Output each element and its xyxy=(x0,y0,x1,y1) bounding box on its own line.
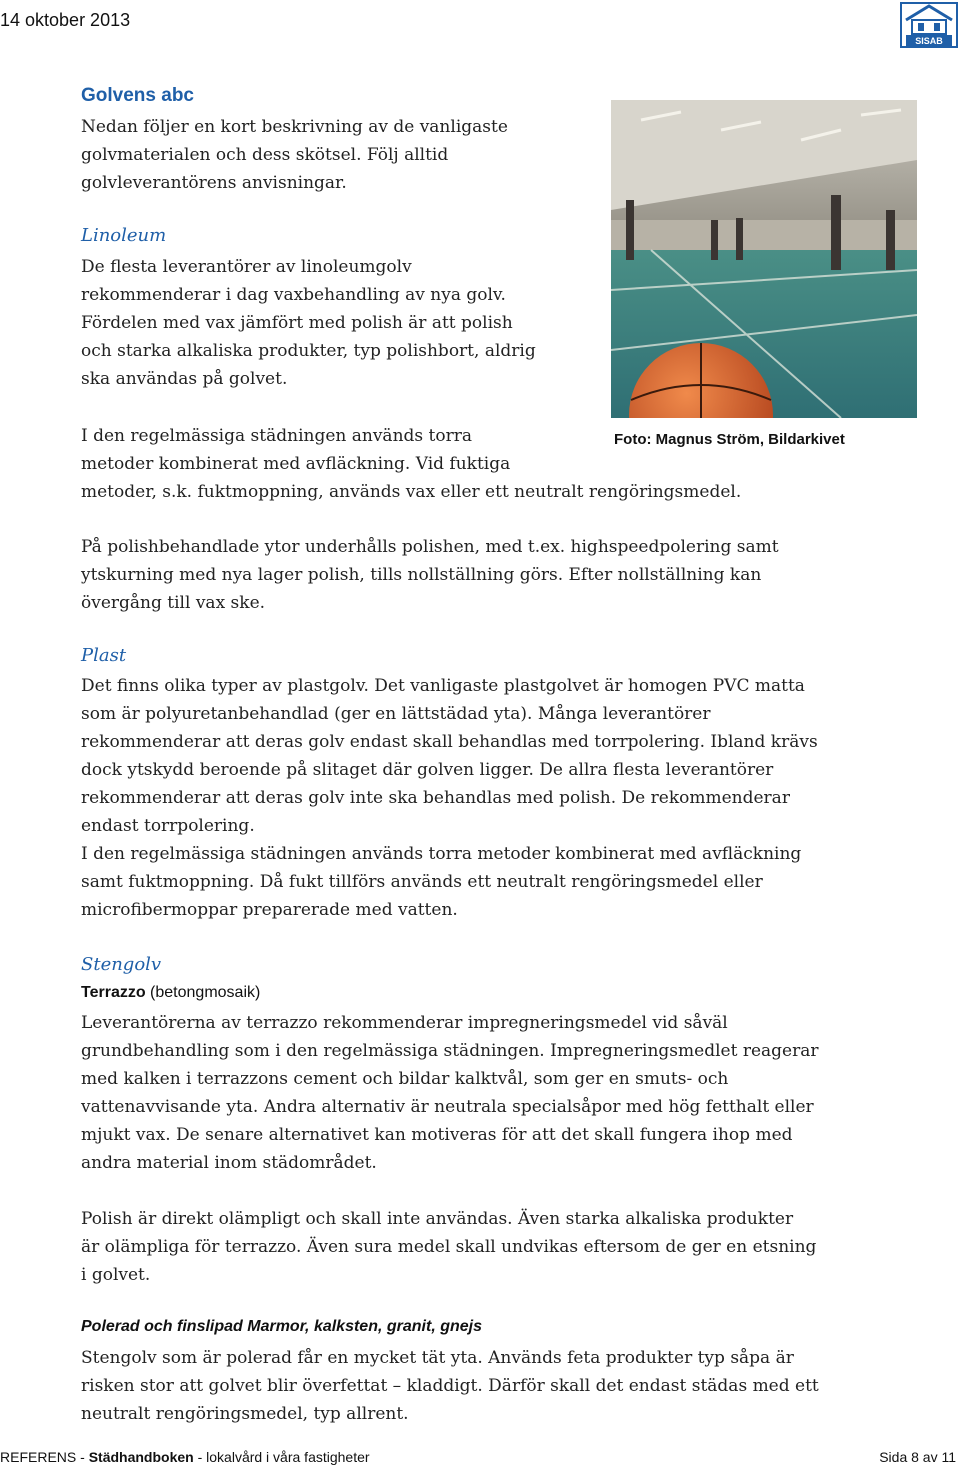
section-title-stengolv: Stengolv xyxy=(81,954,162,975)
house-logo-icon xyxy=(900,2,958,48)
text-line: Det finns olika typer av plastgolv. Det vanligaste plastgolvet är homogen PVC matta xyxy=(81,676,805,696)
photo-caption: Foto: Magnus Ström, Bildarkivet xyxy=(614,431,845,448)
marmor-paragraph xyxy=(81,1344,819,1428)
text-line: golvmaterialen och dess skötsel. Följ alltid xyxy=(81,145,449,165)
footer-prefix: REFERENS - xyxy=(0,1449,89,1465)
footer-bold-title: Städhandboken xyxy=(88,1449,194,1465)
sisab-logo xyxy=(900,2,958,48)
text-line: som är polyuretanbehandlad (ger en lättstädad yta). Många leverantörer xyxy=(81,704,711,724)
text-line: vattenavvisande yta. Andra alternativ är neutrala specialsåpor med hög fetthalt eller xyxy=(81,1097,814,1117)
terrazzo-bold: Terrazzo xyxy=(81,984,146,1001)
text-line: endast torrpolering. xyxy=(81,816,255,836)
text-line: ytskurning med nya lager polish, tills nollställning görs. Efter nollställning kan xyxy=(81,565,762,585)
text-line: De flesta leverantörer av linoleumgolv xyxy=(81,257,412,277)
linoleum-paragraph-3 xyxy=(81,533,779,617)
text-line: andra material inom städområdet. xyxy=(81,1153,377,1173)
gym-floor-basketball-image xyxy=(611,100,917,418)
footer-reference xyxy=(0,1449,370,1465)
linoleum-paragraph-2 xyxy=(81,422,741,506)
text-line: mjukt vax. De senare alternativet kan motiveras för att det skall fungera ihop med xyxy=(81,1125,793,1145)
text-line: grundbehandling som i den regelmässiga städningen. Impregneringsmedlet reagerar xyxy=(81,1041,819,1061)
text-line: ska användas på golvet. xyxy=(81,369,288,389)
plast-paragraph xyxy=(81,672,818,924)
text-line: metoder, s.k. fuktmoppning, används vax eller ett neutralt rengöringsmedel. xyxy=(81,482,742,502)
text-line: rekommenderar att deras golv inte ska behandlas med polish. De rekommenderar xyxy=(81,788,790,808)
footer-page-number: Sida 8 av 11 xyxy=(879,1449,956,1465)
section-title-plast: Plast xyxy=(81,645,127,666)
text-line: med kalken i terrazzons cement och bildar kalktvål, som ger en smuts- och xyxy=(81,1069,729,1089)
section-title-linoleum: Linoleum xyxy=(81,225,167,246)
text-line: neutralt rengöringsmedel, typ allrent. xyxy=(81,1404,409,1424)
terrazzo-rest: (betongmosaik) xyxy=(145,984,261,1001)
text-line: rekommenderar i dag vaxbehandling av nya golv. xyxy=(81,285,506,305)
text-line: microfibermoppar preparerade med vatten. xyxy=(81,900,458,920)
section-title-golvens-abc: Golvens abc xyxy=(81,85,194,106)
subsection-title-terrazzo xyxy=(81,984,260,1002)
terrazzo-paragraph-1 xyxy=(81,1009,818,1177)
text-line: På polishbehandlade ytor underhålls polishen, med t.ex. highspeedpolering samt xyxy=(81,537,779,557)
text-line: golvleverantörens anvisningar. xyxy=(81,173,347,193)
text-line: Fördelen med vax jämfört med polish är att polish xyxy=(81,313,513,333)
text-line: Polish är direkt olämpligt och skall inte användas. Även starka alkaliska produkter xyxy=(81,1209,794,1229)
intro-paragraph xyxy=(81,113,508,197)
text-line: I den regelmässiga städningen används torra xyxy=(81,426,472,446)
text-line: är olämpliga för terrazzo. Även sura medel skall undvikas eftersom de ger en etsning xyxy=(81,1237,817,1257)
text-line: Leverantörerna av terrazzo rekommenderar impregneringsmedel vid såväl xyxy=(81,1013,728,1033)
logo-text: SISAB xyxy=(915,36,943,46)
text-line: och starka alkaliska produkter, typ polishbort, aldrig xyxy=(81,341,536,361)
linoleum-paragraph-1 xyxy=(81,253,536,393)
terrazzo-paragraph-2 xyxy=(81,1205,816,1289)
text-line: övergång till vax ske. xyxy=(81,593,266,613)
gym-photo xyxy=(611,100,917,418)
text-line: rekommenderar att deras golv endast skall behandlas med torrpolering. Ibland krävs xyxy=(81,732,818,752)
text-line: risken stor att golvet blir överfettat – kladdigt. Därför skall det endast städas med ett xyxy=(81,1376,819,1396)
footer-rest: - lokalvård i våra fastigheter xyxy=(193,1449,370,1465)
text-line: I den regelmässiga städningen används torra metoder kombinerat med avfläckning xyxy=(81,844,802,864)
subsection-title-marmor: Polerad och finslipad Marmor, kalksten, granit, gnejs xyxy=(81,1318,482,1335)
header-date: 14 oktober 2013 xyxy=(0,10,131,30)
text-line: Stengolv som är polerad får en mycket tät yta. Används feta produkter typ såpa är xyxy=(81,1348,794,1368)
text-line: metoder kombinerat med avfläckning. Vid fuktiga xyxy=(81,454,511,474)
text-line: samt fuktmoppning. Då fukt tillförs används ett neutralt rengöringsmedel eller xyxy=(81,872,763,892)
text-line: dock ytskydd beroende på slitaget där golven ligger. De allra flesta leverantörer xyxy=(81,760,774,780)
text-line: Nedan följer en kort beskrivning av de vanligaste xyxy=(81,117,508,137)
text-line: i golvet. xyxy=(81,1265,151,1285)
